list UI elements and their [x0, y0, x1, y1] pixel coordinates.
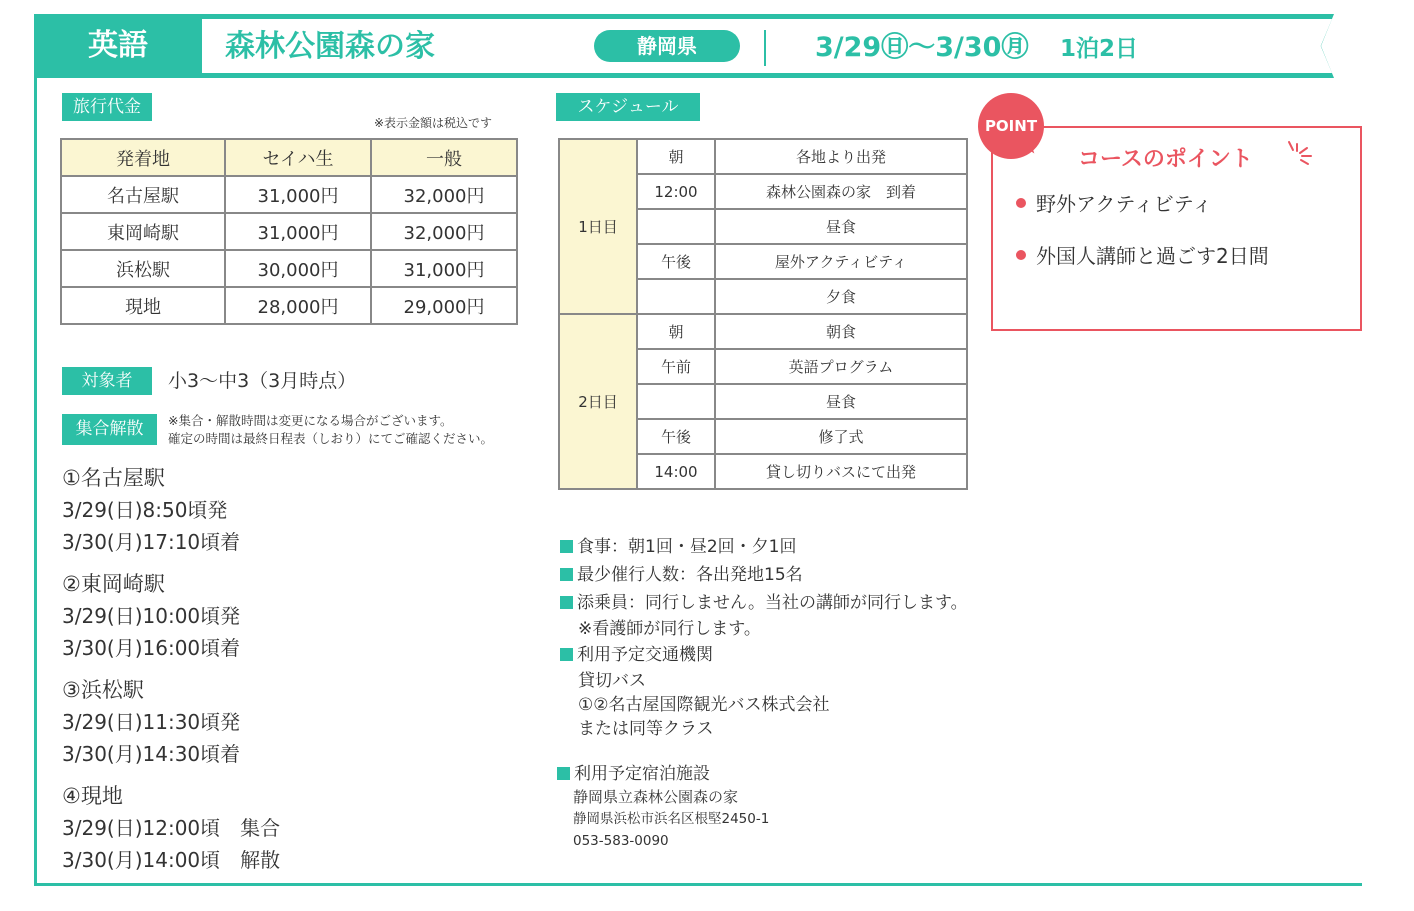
table-row — [559, 314, 967, 349]
price-table — [60, 138, 518, 325]
time-cell: 朝 — [637, 314, 715, 349]
subject-label: 英語 — [88, 28, 148, 63]
station-depart: 3/29(日)12:00頃 集合 — [62, 816, 281, 840]
assembly-note-line: 確定の時間は最終日程表（しおり）にてご確認ください。 — [168, 431, 494, 446]
time-cell — [637, 279, 715, 314]
info-text: 食事：朝1回・昼2回・夕1回 — [577, 537, 797, 557]
square-bullet-icon — [560, 568, 573, 581]
price-cell: 東岡崎駅 — [61, 213, 225, 250]
station-block — [62, 568, 280, 664]
price-cell: 31,000円 — [371, 250, 517, 287]
price-cell: 30,000円 — [225, 250, 371, 287]
info-meals — [560, 533, 968, 561]
trip-dates: 3/29㊐〜3/30㊊ — [815, 32, 1029, 63]
station-arrive: 3/30(月)14:30頃着 — [62, 742, 241, 766]
price-cell: 現地 — [61, 287, 225, 324]
point-badge: POINT — [978, 93, 1044, 159]
station-name: ②東岡崎駅 — [62, 572, 165, 596]
assembly-label: 集合解散 — [62, 414, 157, 445]
info-escort — [560, 589, 968, 617]
time-cell: 朝 — [637, 139, 715, 174]
station-depart: 3/29(日)11:30頃発 — [62, 710, 241, 734]
info-transport-line: または同等クラス — [578, 719, 714, 739]
time-cell — [637, 209, 715, 244]
point-item-text: 野外アクティビティ — [1036, 192, 1213, 216]
header-divider — [764, 30, 766, 66]
col-member: セイハ生 — [225, 139, 371, 176]
time-cell — [637, 384, 715, 419]
assembly-note — [168, 412, 493, 448]
time-cell: 12:00 — [637, 174, 715, 209]
point-title: コースのポイント — [1078, 147, 1253, 172]
frame-left — [34, 70, 37, 886]
point-item — [1016, 190, 1269, 218]
activity-cell: 昼食 — [715, 384, 967, 419]
station-block — [62, 462, 280, 558]
activity-cell: 各地より出発 — [715, 139, 967, 174]
info-nurse: ※看護師が同行します。 — [578, 619, 761, 639]
activity-cell: 朝食 — [715, 314, 967, 349]
assembly-note-line: ※集合・解散時間は変更になる場合がございます。 — [168, 413, 453, 428]
station-name: ①名古屋駅 — [62, 466, 165, 490]
info-text: 最少催行人数：各出発地15名 — [577, 565, 803, 585]
station-name: ④現地 — [62, 784, 123, 808]
point-item-text: 外国人講師と過ごす2日間 — [1036, 244, 1269, 268]
trip-duration: 1泊2日 — [1060, 36, 1139, 62]
info-text: 添乗員：同行しません。当社の講師が同行します。 — [577, 593, 968, 613]
table-row — [61, 176, 517, 213]
lodging-name: 静岡県立森林公園森の家 — [573, 788, 739, 806]
prefecture-badge: 静岡県 — [594, 30, 740, 62]
time-cell: 午後 — [637, 244, 715, 279]
col-general: 一般 — [371, 139, 517, 176]
info-text: 利用予定宿泊施設 — [574, 764, 710, 784]
time-cell: 14:00 — [637, 454, 715, 489]
time-cell: 午後 — [637, 419, 715, 454]
tax-note: ※表示金額は税込です — [374, 116, 493, 130]
point-list — [1016, 190, 1269, 294]
lodging-title — [557, 762, 769, 786]
price-header-row — [61, 139, 517, 176]
square-bullet-icon — [560, 540, 573, 553]
price-cell: 29,000円 — [371, 287, 517, 324]
sparkle-icon — [1285, 140, 1315, 170]
table-row — [61, 213, 517, 250]
point-item — [1016, 242, 1269, 270]
price-cell: 31,000円 — [225, 176, 371, 213]
day-cell: 2日目 — [559, 314, 637, 489]
price-cell: 28,000円 — [225, 287, 371, 324]
target-value: 小3〜中3（3月時点） — [168, 370, 357, 392]
price-cell: 名古屋駅 — [61, 176, 225, 213]
activity-cell: 夕食 — [715, 279, 967, 314]
table-row — [559, 139, 967, 174]
lodging-info — [557, 762, 769, 852]
info-min-people — [560, 561, 968, 589]
dot-bullet-icon — [1016, 250, 1026, 260]
station-list — [62, 462, 280, 886]
lodging-address: 静岡県浜松市浜名区根堅2450-1 — [573, 811, 770, 827]
station-arrive: 3/30(月)17:10頃着 — [62, 530, 241, 554]
activity-cell: 修了式 — [715, 419, 967, 454]
activity-cell: 貸し切りバスにて出発 — [715, 454, 967, 489]
station-block — [62, 780, 280, 876]
course-title: 森林公園森の家 — [225, 29, 435, 64]
info-transport-title — [560, 641, 968, 669]
station-depart: 3/29(日)10:00頃発 — [62, 604, 241, 628]
price-cell: 31,000円 — [225, 213, 371, 250]
trip-info — [560, 533, 968, 741]
table-row — [61, 250, 517, 287]
schedule-table — [558, 138, 968, 490]
info-transport-line: ①②名古屋国際観光バス株式会社 — [578, 695, 830, 715]
station-block — [62, 674, 280, 770]
price-cell: 32,000円 — [371, 176, 517, 213]
info-transport-line: 貸切バス — [578, 671, 646, 691]
activity-cell: 屋外アクティビティ — [715, 244, 967, 279]
dot-bullet-icon — [1016, 198, 1026, 208]
day-cell: 1日目 — [559, 139, 637, 314]
square-bullet-icon — [560, 596, 573, 609]
price-label: 旅行代金 — [62, 93, 152, 121]
info-text: 利用予定交通機関 — [577, 645, 713, 665]
square-bullet-icon — [557, 767, 570, 780]
square-bullet-icon — [560, 648, 573, 661]
price-cell: 浜松駅 — [61, 250, 225, 287]
schedule-label: スケジュール — [556, 93, 700, 121]
price-cell: 32,000円 — [371, 213, 517, 250]
activity-cell: 昼食 — [715, 209, 967, 244]
lodging-phone: 053-583-0090 — [573, 833, 669, 849]
time-cell: 午前 — [637, 349, 715, 384]
station-arrive: 3/30(月)16:00頃着 — [62, 636, 241, 660]
station-name: ③浜松駅 — [62, 678, 144, 702]
activity-cell: 英語プログラム — [715, 349, 967, 384]
col-departure: 発着地 — [61, 139, 225, 176]
station-depart: 3/29(日)8:50頃発 — [62, 498, 228, 522]
station-arrive: 3/30(月)14:00頃 解散 — [62, 848, 281, 872]
target-label: 対象者 — [62, 367, 152, 395]
table-row — [61, 287, 517, 324]
activity-cell: 森林公園森の家 到着 — [715, 174, 967, 209]
